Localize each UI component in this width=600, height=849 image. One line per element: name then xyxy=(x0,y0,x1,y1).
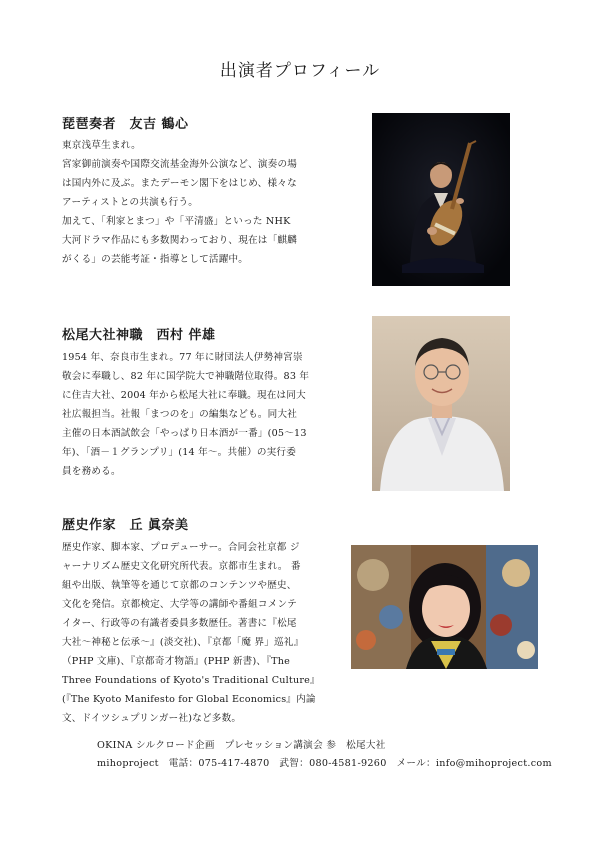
profile-name-author: 歴史作家 丘 眞奈美 xyxy=(62,518,189,533)
author-image xyxy=(351,545,538,669)
footer-contact: mihoproject 電話：075-417-4870 武智：080-4581-9260 メール：info@mihoproject.com xyxy=(97,758,552,769)
priest-image xyxy=(372,316,510,491)
footer-organizer: OKINA シルクロード企画 プレセッション講演会 参 松尾大社 xyxy=(97,740,386,751)
author-photo xyxy=(351,545,538,669)
profile-name-priest: 松尾大社神職 西村 伴雄 xyxy=(62,328,216,343)
page-title: 出演者プロフィール xyxy=(219,61,381,81)
profile-name-biwa: 琵琶奏者 友吉 鶴心 xyxy=(62,117,189,132)
biwa-player-photo xyxy=(372,113,510,286)
priest-photo xyxy=(372,316,510,491)
profile-bio-biwa: 東京浅草生まれ。 宮家御前演奏や国際交流基金海外公演など、演奏の場 は国内外に及ぶ。またデーモン閣下をはじめ、様々な アーティストとの共演も行う。 加えて、「利家とまつ」や「平清盛」といった NHK 大河ドラマ作品にも多数関わっており、現在は「麒麟 がくる」の芸能考証・指導として活躍中。 xyxy=(62,140,298,265)
profile-bio-priest: 1954 年、奈良市生まれ。77 年に財団法人伊勢神宮崇 敬会に奉職し、82 年に国学院大で神職階位取得。83 年 に住吉大社、2004 年から松尾大社に奉職。現在は同大 社広報担当。社報「まつのを」の編集なども。同大社 主催の日本酒試飲会「やっぱり日本酒が一番」(05〜13 年)、「酒－１グランプリ」(14 年〜。共催）の実行委 員を務める。 xyxy=(62,352,310,477)
profile-bio-author: 歴史作家、脚本家、プロデューサー。合同会社京都 ジ ャーナリズム歴史文化研究所代表。京都市生まれ。 番 組や出版、執筆等を通じて京都のコンテンツや歴史、 文化を発信。京都検定、大学等の講師や番組コメンテ イター、行政等の有識者委員多数歴任。著書に『松尾 大社～神秘と伝承～』(淡交社)、『京都「魔 界」巡礼』 （PHP 文庫)、『京都奇才物語』(PHP 新書)、『The Three Foundations of Kyoto's Traditional Culture』 (『The Kyoto Manifesto for Global Economics』内論 文、ドイツシュプリンガー社)など多数。 xyxy=(62,542,320,724)
biwa-player-image xyxy=(372,113,510,286)
